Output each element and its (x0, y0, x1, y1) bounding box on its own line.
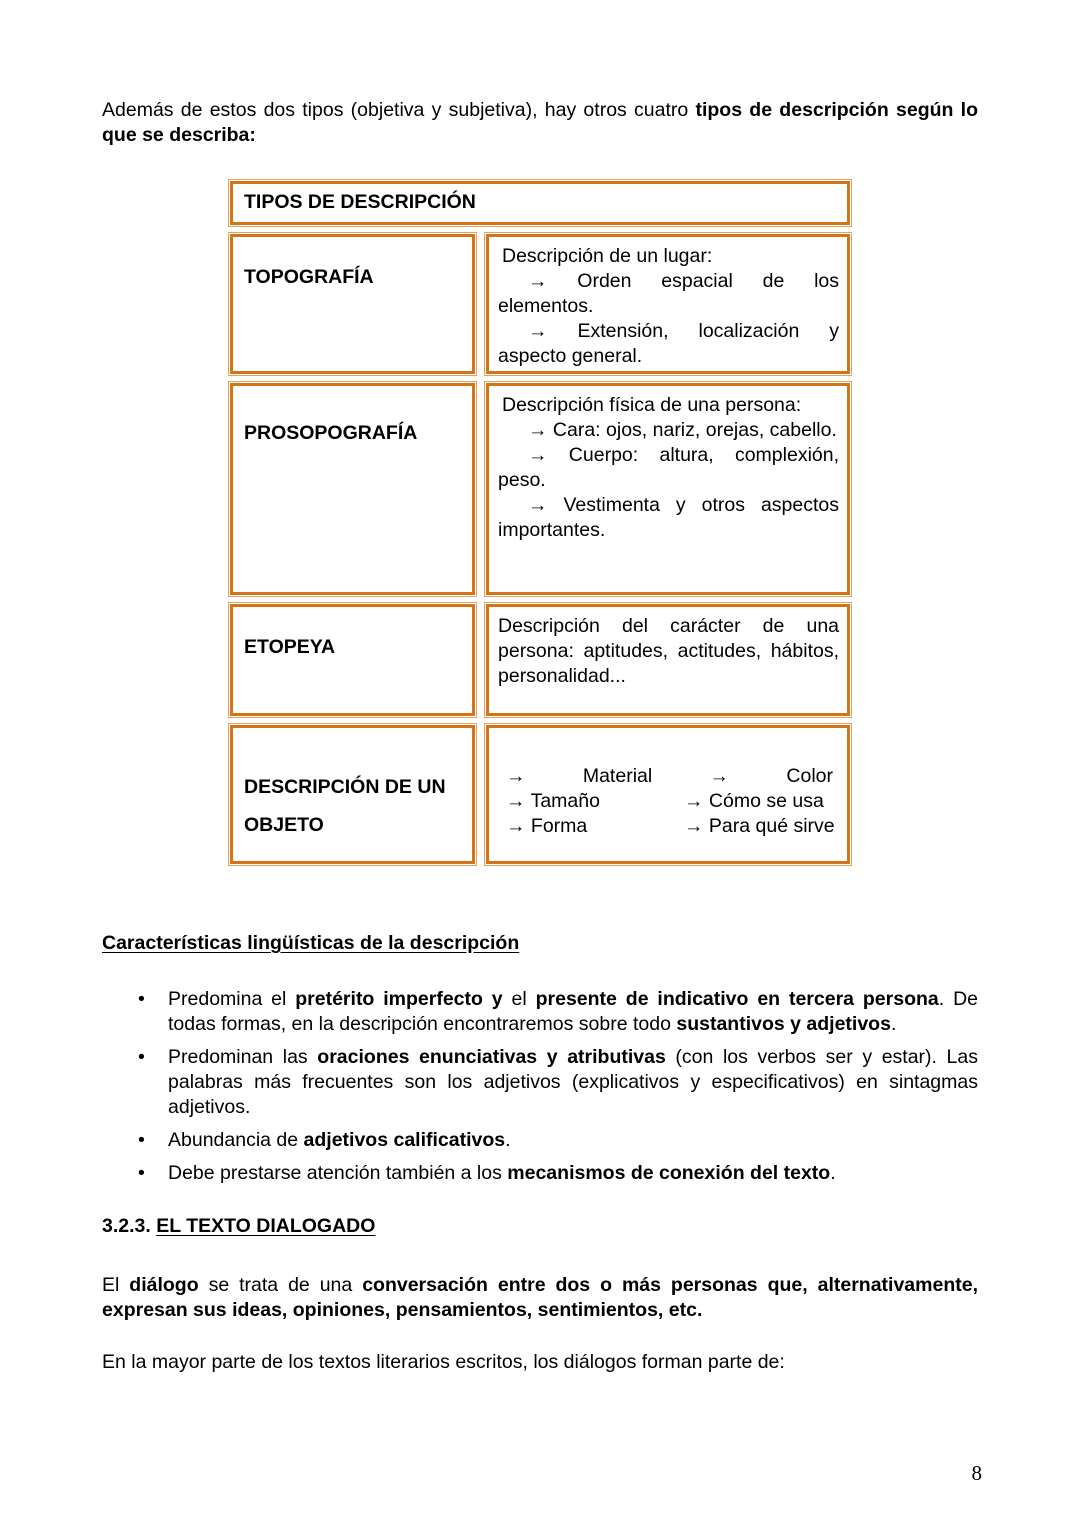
object-attribute: → Para qué sirve (684, 815, 835, 837)
description-item: → Cara: ojos, nariz, orejas, cabello. (528, 419, 837, 441)
arrow-icon: → (506, 765, 526, 787)
bullet-text: . (505, 1129, 511, 1151)
bullet-text-bold: adjetivos calificativos (303, 1129, 506, 1151)
list-item (102, 987, 978, 1037)
bullet-text-bold: presente de indicativo en tercera persona (535, 988, 939, 1010)
description-item: → Vestimenta y otros aspectos importantes. (498, 494, 840, 541)
bullet-icon: • (138, 1046, 145, 1068)
bullet-text-bold: mecanismos de conexión del texto (507, 1162, 831, 1184)
table-row-description-cell (486, 234, 850, 374)
bullet-text: . (890, 1013, 897, 1035)
bullet-text-bold: pretérito imperfecto y (295, 988, 503, 1010)
bullet-icon: • (138, 1162, 145, 1184)
bullet-text-bold: sustantivos y adjetivos (676, 1013, 891, 1035)
table-row (230, 383, 850, 595)
list-item (102, 1128, 978, 1153)
description-item: → Extensión, localización y aspecto general. (498, 320, 840, 367)
table-row-label-line1: DESCRIPCIÓN DE UN (244, 776, 446, 798)
bullet-icon: • (138, 1129, 145, 1151)
table-row-label-cell (230, 383, 475, 595)
table-row (230, 725, 850, 864)
paragraph-text: El (102, 1274, 130, 1296)
object-attribute-row (498, 814, 839, 839)
bullet-text-bold: oraciones enunciativas y atributivas (317, 1046, 666, 1068)
object-attribute: → Cómo se usa (684, 790, 824, 812)
section-heading-linguistic: Características lingüísticas de la descripción (102, 932, 520, 954)
table-header-label: TIPOS DE DESCRIPCIÓN (244, 191, 476, 213)
dialog-paragraph-2: En la mayor parte de los textos literarios escritos, los diálogos forman parte de: (102, 1351, 785, 1373)
table-row-label: ETOPEYA (244, 636, 336, 658)
description-item: → Orden espacial de los elementos. (498, 270, 840, 317)
section-title: EL TEXTO DIALOGADO (156, 1215, 376, 1237)
intro-text-bold: tipos de descripción según lo que se describa: (102, 99, 979, 146)
description-lead: Descripción de un lugar: (502, 245, 713, 267)
table-row (230, 234, 850, 374)
table-row-label-cell (230, 234, 475, 374)
tipos-de-descripcion-table-wrapper (230, 181, 850, 864)
row-spacer (230, 225, 850, 234)
intro-text-plain: Además de estos dos tipos (objetiva y subjetiva), hay otros cuatro (102, 99, 696, 121)
description-lead: Descripción física de una persona: (502, 394, 802, 416)
table-row-label-cell (230, 725, 475, 864)
page-content (102, 98, 978, 1375)
bullet-text: Predominan las (168, 1046, 318, 1068)
list-item (102, 1045, 978, 1120)
bullet-icon: • (138, 988, 145, 1010)
table-header-cell (230, 181, 850, 225)
page-number: 8 (971, 1461, 982, 1485)
paragraph-text-bold: diálogo (129, 1274, 199, 1296)
table-row-description-cell (486, 725, 850, 864)
bullet-text: Debe prestarse atención también a los (168, 1162, 508, 1184)
list-item (102, 1161, 978, 1186)
section-number: 3.2.3. (102, 1215, 151, 1237)
object-attribute: → Forma (506, 815, 588, 837)
object-attribute: Material (582, 765, 653, 787)
description-item: → Cuerpo: altura, complexión, peso. (498, 444, 840, 491)
bullet-text: el (502, 988, 536, 1010)
object-attribute-row (498, 789, 839, 814)
row-spacer (230, 595, 850, 604)
table-row-label-cell (230, 604, 475, 716)
paragraph-text-bold: conversación entre dos o más personas que, alternativamente, expresan sus ideas, opiniones, pensamientos, sentimientos, etc. (102, 1274, 978, 1321)
object-attribute: Color (786, 765, 833, 787)
tipos-de-descripcion-table (230, 181, 850, 864)
description-lead: Descripción del carácter de una persona: aptitudes, actitudes, hábitos, personalidad... (498, 615, 840, 687)
section-heading-dialogado (102, 1214, 978, 1239)
table-row-description-cell (486, 383, 850, 595)
dialog-paragraph-1 (102, 1273, 978, 1323)
table-row-label: TOPOGRAFÍA (244, 266, 374, 288)
bullet-text: . (830, 1162, 836, 1184)
row-spacer (230, 716, 850, 725)
object-attribute: → Tamaño (506, 790, 600, 812)
paragraph-text: se trata de una (198, 1274, 363, 1296)
bullet-text: . De todas formas, en la descripción encontraremos sobre todo (168, 988, 978, 1035)
table-row-label-line2: OBJETO (244, 814, 324, 836)
arrow-icon: → (709, 765, 730, 787)
bullet-text: (con los verbos ser y estar). Las palabras más frecuentes son los adjetivos (explicativos y especificativos) en sintagmas adjetivos. (168, 1046, 978, 1118)
bullet-text: Abundancia de (168, 1129, 304, 1151)
table-row (230, 604, 850, 716)
table-row-description-cell (486, 604, 850, 716)
intro-paragraph (102, 98, 978, 148)
object-attribute-row (498, 764, 839, 789)
table-row-label: PROSOPOGRAFÍA (244, 422, 418, 444)
linguistic-bullet-list (102, 987, 978, 1186)
bullet-text: Predomina el (168, 988, 296, 1010)
table-header-row (230, 181, 850, 225)
linguistic-section (102, 932, 978, 1186)
